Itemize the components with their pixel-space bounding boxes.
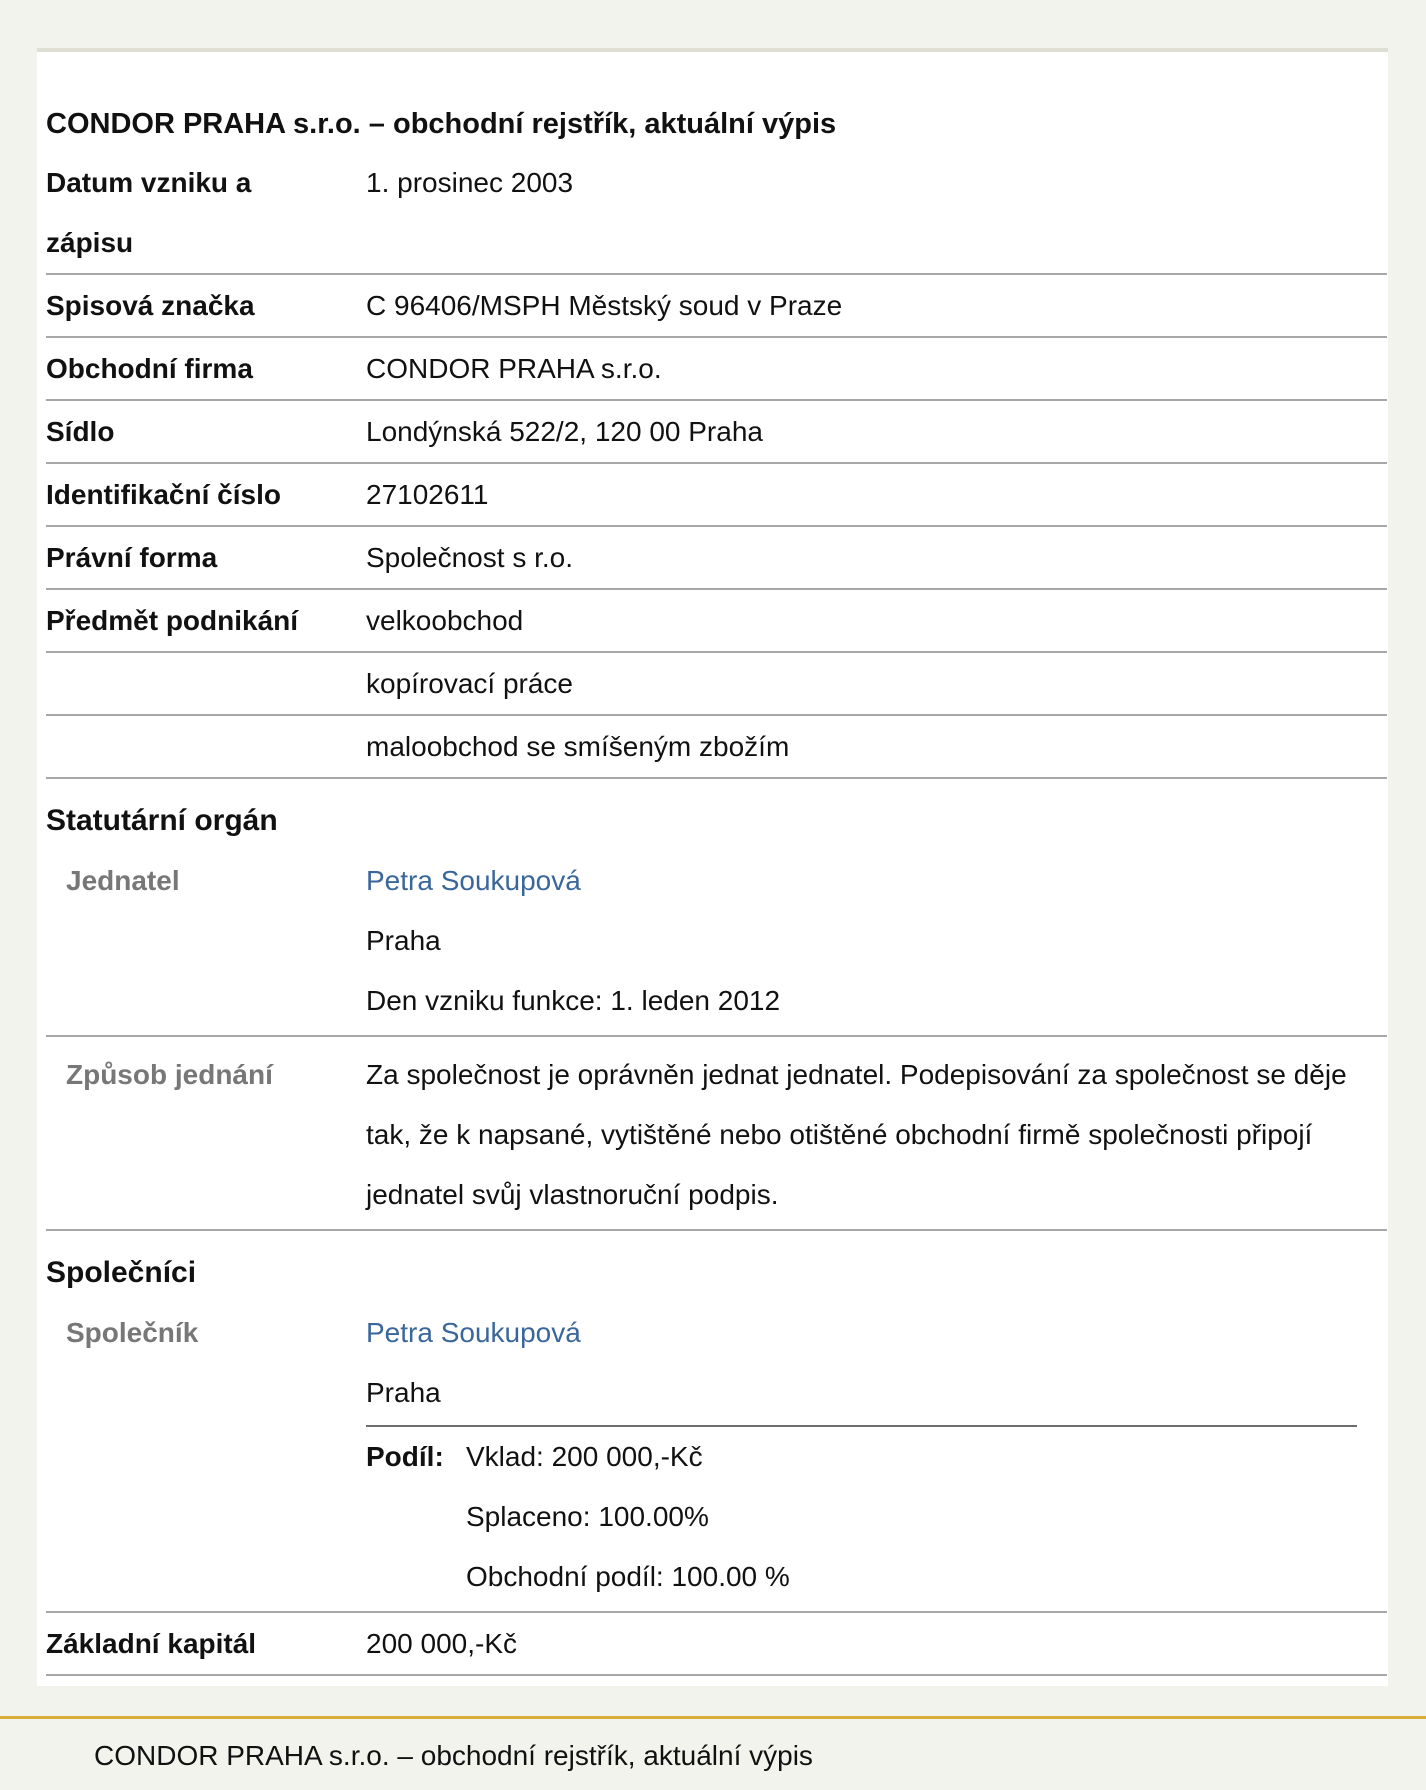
section-spolecnici: Společníci bbox=[46, 1256, 197, 1289]
jednatel-since: Den vzniku funkce: 1. leden 2012 bbox=[366, 985, 781, 1016]
extract-content bbox=[46, 52, 1387, 1676]
row-value: C 96406/MSPH Městský soud v Praze bbox=[366, 290, 843, 321]
spolecnik-city: Praha bbox=[366, 1377, 441, 1408]
sub-label: Společník bbox=[66, 1317, 199, 1348]
footer-title: CONDOR PRAHA s.r.o. – obchodní rejstřík, aktuální výpis bbox=[94, 1740, 813, 1771]
row-value: CONDOR PRAHA s.r.o. bbox=[366, 353, 662, 384]
row-value: maloobchod se smíšeným zbožím bbox=[366, 731, 790, 762]
row-obchodni-firma bbox=[46, 338, 1387, 401]
page-title: CONDOR PRAHA s.r.o. – obchodní rejstřík, aktuální výpis bbox=[46, 108, 837, 140]
podil-obchodni: Obchodní podíl: 100.00 % bbox=[466, 1561, 790, 1592]
row-label: Spisová značka bbox=[46, 290, 255, 321]
row-label: Právní forma bbox=[46, 542, 218, 573]
row-jednatel bbox=[46, 851, 1387, 1037]
row-sidlo bbox=[46, 401, 1387, 464]
row-label-empty bbox=[46, 716, 366, 777]
row-datum-vzniku bbox=[46, 152, 1387, 275]
row-label: Identifikační číslo bbox=[46, 479, 281, 510]
row-value: Společnost s r.o. bbox=[366, 542, 574, 573]
extract-panel bbox=[37, 48, 1388, 1686]
row-zpusob-jednani bbox=[46, 1037, 1387, 1231]
row-label: Základní kapitál bbox=[46, 1628, 257, 1659]
podil-block bbox=[366, 1425, 1357, 1607]
row-predmet-podnikani-3 bbox=[46, 716, 1387, 779]
spolecnik-details bbox=[366, 1303, 1387, 1611]
row-identifikacni-cislo bbox=[46, 464, 1387, 527]
footer-divider bbox=[0, 1716, 1426, 1719]
row-label: Předmět podnikání bbox=[46, 605, 299, 636]
row-label-empty bbox=[46, 653, 366, 714]
row-spisova-znacka bbox=[46, 275, 1387, 338]
row-zakladni-kapital bbox=[46, 1613, 1387, 1676]
podil-vklad: Vklad: 200 000,-Kč bbox=[466, 1441, 703, 1472]
row-value: velkoobchod bbox=[366, 605, 524, 636]
row-label: Datum vzniku a zápisu bbox=[46, 167, 252, 258]
podil-splaceno: Splaceno: 100.00% bbox=[466, 1501, 709, 1532]
podil-values bbox=[466, 1427, 790, 1607]
row-predmet-podnikani-2 bbox=[46, 653, 1387, 716]
row-value: Londýnská 522/2, 120 00 Praha bbox=[366, 416, 763, 447]
row-predmet-podnikani bbox=[46, 590, 1387, 653]
row-label: Obchodní firma bbox=[46, 353, 253, 384]
row-value: 200 000,-Kč bbox=[366, 1628, 517, 1659]
section-statutarni-organ: Statutární orgán bbox=[46, 804, 278, 837]
sub-label: Způsob jednání bbox=[66, 1059, 273, 1090]
row-value: kopírovací práce bbox=[366, 668, 573, 699]
row-value: 1. prosinec 2003 bbox=[366, 167, 574, 198]
row-spolecnik bbox=[46, 1303, 1387, 1613]
jednatel-details bbox=[366, 851, 1387, 1035]
jednatel-name-link[interactable]: Petra Soukupová bbox=[366, 865, 581, 896]
jednatel-city: Praha bbox=[366, 925, 441, 956]
row-pravni-forma bbox=[46, 527, 1387, 590]
sub-label: Jednatel bbox=[66, 865, 180, 896]
spolecnik-name-link[interactable]: Petra Soukupová bbox=[366, 1317, 581, 1348]
row-label: Sídlo bbox=[46, 416, 115, 447]
zpusob-text: Za společnost je oprávněn jednat jednatel. Podepisování za společnost se děje tak, že k napsané, vytištěné nebo otištěné obchodní firmě společnosti připojí jednatel svůj vlastnoruční podpis. bbox=[366, 1059, 1347, 1210]
row-value: 27102611 bbox=[366, 479, 489, 510]
podil-label: Podíl: bbox=[366, 1441, 444, 1472]
